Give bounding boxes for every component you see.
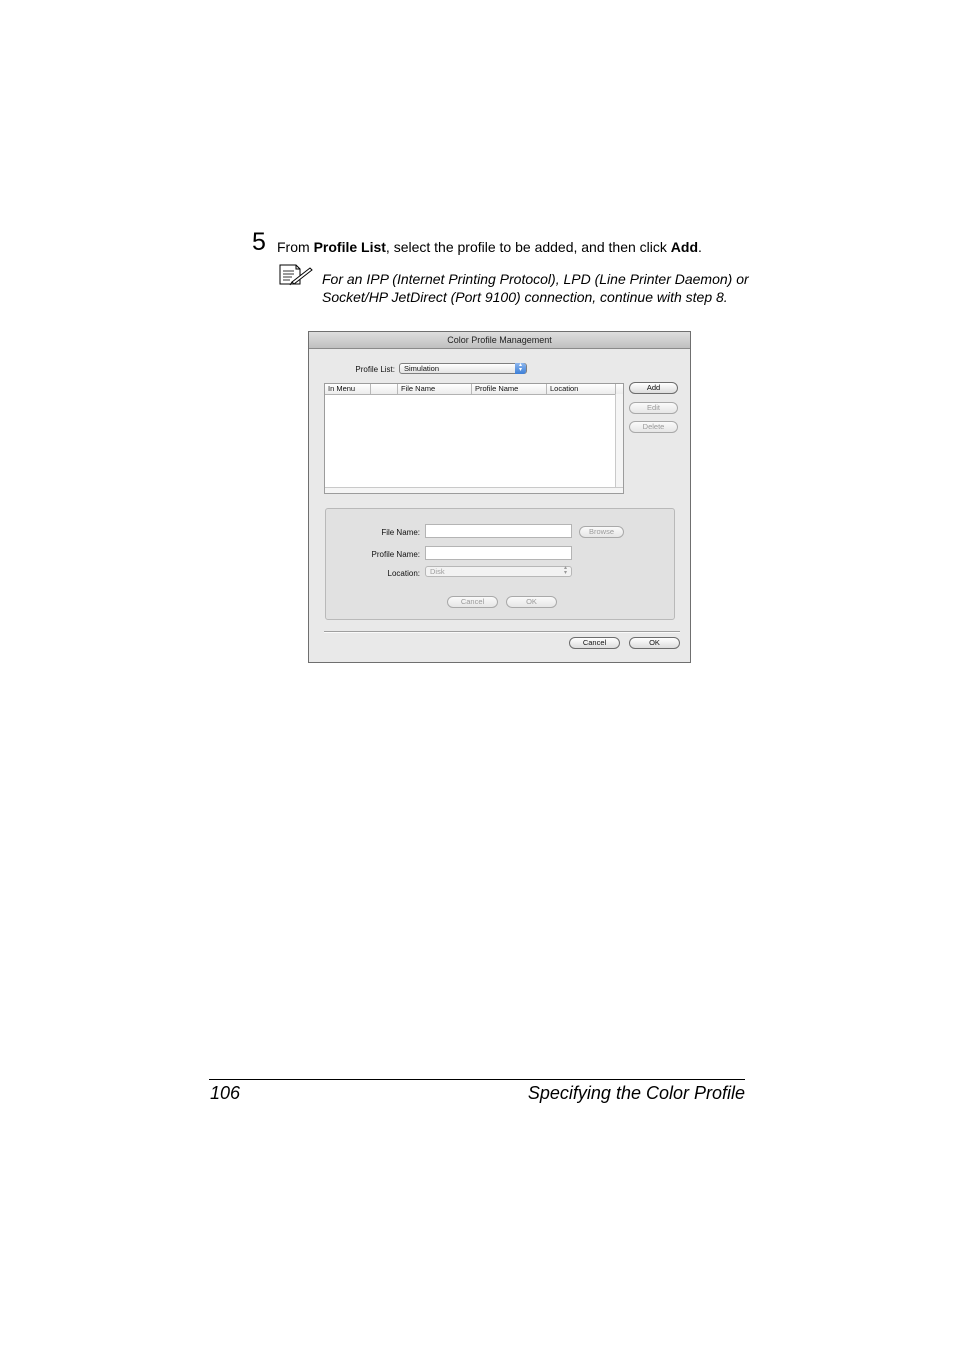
profile-form-group — [325, 508, 675, 620]
color-profile-dialog — [308, 331, 691, 663]
column-blank[interactable] — [371, 384, 398, 394]
profile-table[interactable] — [324, 383, 624, 494]
popup-arrows-icon: ▴ ▾ — [563, 565, 567, 576]
footer-rule — [209, 1079, 745, 1080]
profile-list-value: Simulation — [404, 364, 440, 373]
location-popup[interactable] — [425, 566, 572, 577]
cancel-button[interactable]: Cancel — [569, 637, 620, 649]
page-number: 106 — [210, 1083, 241, 1103]
step-text-1: From — [277, 239, 314, 255]
popup-arrows-icon: ▴ ▾ — [515, 363, 526, 374]
step-text-2: , select the profile to be added, and then click — [385, 239, 671, 255]
profile-list-popup[interactable] — [399, 363, 527, 374]
browse-button[interactable]: Browse — [579, 526, 624, 538]
column-location[interactable]: Location — [547, 384, 616, 394]
edit-button[interactable]: Edit — [629, 402, 678, 414]
step-text-3: . — [698, 239, 702, 255]
file-name-label: File Name: — [381, 528, 420, 537]
file-name-field[interactable] — [425, 524, 572, 538]
profile-name-field[interactable] — [425, 546, 572, 560]
column-profile-name[interactable]: Profile Name — [472, 384, 547, 394]
note-text: For an IPP (Internet Printing Protocol), LPD (Line Printer Daemon) or Socket/HP JetDirect (Port 9100) connection, continue with step 8. — [322, 271, 749, 305]
note-pencil-icon — [278, 262, 314, 286]
dialog-title: Color Profile Management — [309, 332, 690, 349]
location-label: Location: — [387, 569, 420, 578]
form-cancel-button[interactable]: Cancel — [447, 596, 498, 608]
form-ok-button[interactable]: OK — [506, 596, 557, 608]
profile-name-label: Profile Name: — [371, 550, 420, 559]
step-number: 5 — [252, 228, 266, 256]
column-file-name[interactable]: File Name — [398, 384, 472, 394]
vertical-scrollbar[interactable] — [615, 394, 623, 493]
ok-button[interactable]: OK — [629, 637, 680, 649]
table-header — [325, 384, 623, 395]
step-bold-profile-list: Profile List — [313, 239, 386, 255]
horizontal-scrollbar[interactable] — [325, 487, 623, 493]
delete-button[interactable]: Delete — [629, 421, 678, 433]
add-button[interactable]: Add — [629, 382, 678, 394]
location-value: Disk — [430, 567, 445, 576]
dialog-separator — [324, 631, 680, 633]
column-in-menu[interactable]: In Menu — [325, 384, 371, 394]
step-bold-add: Add — [670, 239, 698, 255]
step-instruction — [277, 238, 702, 256]
footer-title: Specifying the Color Profile — [527, 1083, 745, 1103]
profile-list-label: Profile List: — [355, 365, 395, 374]
